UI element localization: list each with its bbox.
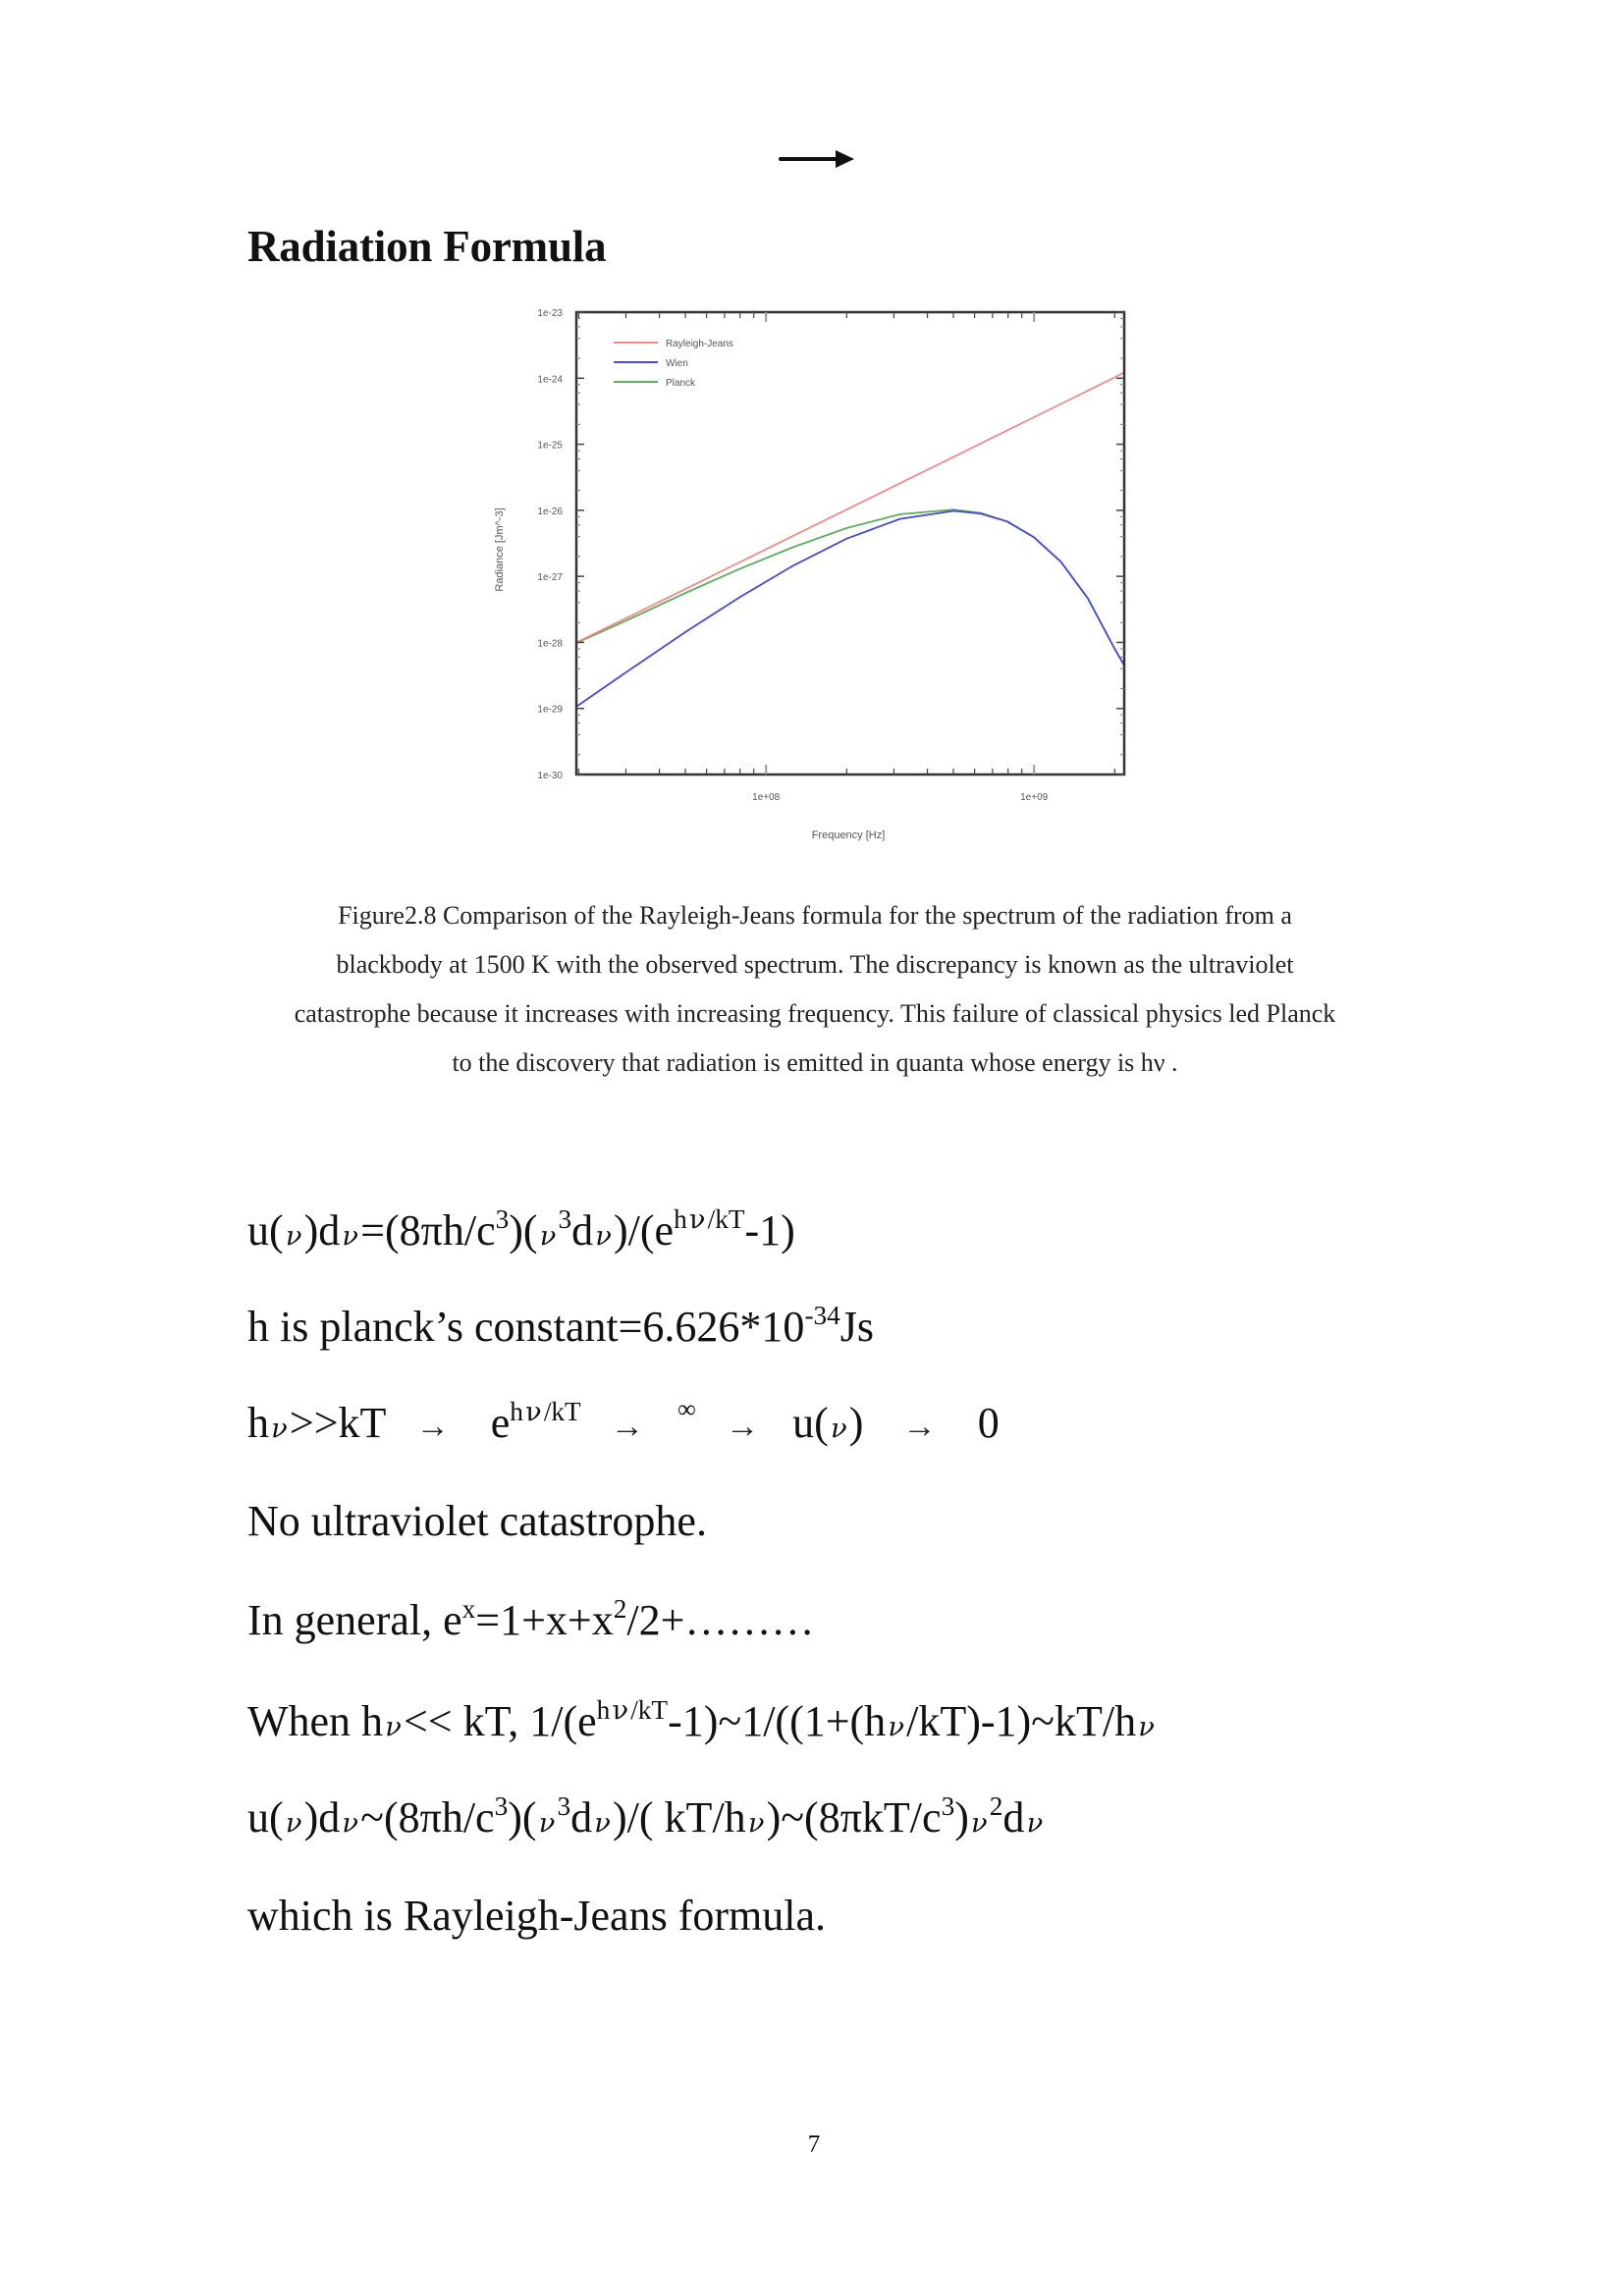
legend-item bbox=[614, 339, 733, 349]
right-arrow-icon bbox=[779, 147, 855, 171]
curve-wien bbox=[576, 511, 1124, 707]
y-axis-label: Radiance [Jm^-3] bbox=[494, 507, 506, 592]
caption-line: blackbody at 1500 K with the observed spectrum. The discrepancy is known as the ultraviolet bbox=[336, 950, 1294, 979]
chart-canvas bbox=[471, 294, 1159, 854]
text-run: No ultraviolet catastrophe. bbox=[247, 1497, 707, 1545]
text-run: ) bbox=[848, 1399, 864, 1447]
text-run: u( bbox=[792, 1399, 829, 1447]
nu-symbol: ν bbox=[385, 1712, 402, 1742]
text-run: << kT, 1/(e bbox=[403, 1697, 597, 1745]
chart-curves bbox=[576, 372, 1124, 707]
equation-exp-series bbox=[247, 1596, 814, 1645]
curve-planck bbox=[576, 509, 1124, 666]
text-run: u( bbox=[247, 1793, 284, 1842]
chart-legend bbox=[614, 339, 733, 389]
text-run: h is planck’s constant=6.626*10 bbox=[247, 1303, 805, 1351]
text-run: )~(8πkT/c bbox=[766, 1793, 942, 1842]
text-run: -1)~1/((1+(h bbox=[668, 1697, 887, 1745]
superscript: 3 bbox=[941, 1791, 955, 1822]
superscript: 2 bbox=[989, 1791, 1003, 1822]
superscript: 3 bbox=[557, 1791, 571, 1822]
text-run: d bbox=[570, 1793, 593, 1842]
nu-symbol: ν bbox=[888, 1712, 904, 1742]
right-arrow-icon: → bbox=[610, 1408, 645, 1445]
text-run: ) bbox=[954, 1793, 969, 1842]
equation-low-frequency-approx bbox=[247, 1697, 1157, 1752]
y-tick-label: 1e-27 bbox=[537, 572, 563, 584]
legend-label: Planck bbox=[666, 378, 696, 389]
nu-symbol: ν bbox=[271, 1414, 288, 1444]
legend-label: Rayleigh-Jeans bbox=[666, 339, 733, 349]
nu-symbol: ν bbox=[831, 1414, 847, 1444]
text-run: d bbox=[1002, 1793, 1025, 1842]
text-run: d bbox=[571, 1206, 594, 1255]
equation-planck-law bbox=[247, 1206, 795, 1261]
x-axis-label: Frequency [Hz] bbox=[811, 829, 886, 841]
text-run: =1+x+x bbox=[475, 1596, 614, 1644]
text-run: which is Rayleigh-Jeans formula. bbox=[247, 1892, 826, 1940]
text-run: e bbox=[490, 1399, 511, 1447]
superscript: x bbox=[461, 1594, 476, 1625]
nu-symbol: ν bbox=[612, 1695, 629, 1727]
equation-rayleigh-jeans-derivation bbox=[247, 1793, 1045, 1848]
nu-symbol: ν bbox=[1026, 1808, 1044, 1839]
y-tick-label: 1e-29 bbox=[537, 704, 563, 716]
right-arrow-icon: → bbox=[902, 1408, 937, 1445]
x-axis-tick-labels bbox=[752, 792, 1048, 803]
superscript: hν/kT bbox=[674, 1204, 745, 1236]
plot-frame bbox=[576, 312, 1124, 774]
figure-caption bbox=[236, 891, 1394, 1088]
nu-symbol: ν bbox=[539, 1221, 557, 1252]
statement-conclusion bbox=[247, 1892, 826, 1941]
right-arrow-icon: → bbox=[725, 1408, 760, 1445]
nu-symbol: ν bbox=[342, 1221, 358, 1252]
equation-high-frequency-limit bbox=[247, 1394, 1000, 1454]
x-tick-label: 1e+09 bbox=[1020, 792, 1049, 803]
legend-item bbox=[614, 378, 696, 389]
y-tick-label: 1e-25 bbox=[537, 440, 563, 452]
equation-planck-constant bbox=[247, 1303, 874, 1352]
text-run: u( bbox=[247, 1206, 284, 1255]
text-run: )/( kT/h bbox=[613, 1793, 746, 1842]
x-tick-label: 1e+08 bbox=[752, 792, 781, 803]
text-run: )d bbox=[303, 1793, 341, 1842]
section-title: Radiation Formula bbox=[247, 222, 607, 271]
text-run: When h bbox=[247, 1697, 384, 1745]
nu-symbol: ν bbox=[1138, 1712, 1155, 1742]
text-run: >>kT bbox=[289, 1399, 387, 1447]
statement-no-catastrophe bbox=[247, 1497, 707, 1546]
infinity-symbol: ∞ bbox=[677, 1394, 696, 1424]
y-tick-label: 1e-28 bbox=[537, 638, 563, 650]
nu-symbol: ν bbox=[285, 1221, 302, 1252]
radiation-chart bbox=[471, 294, 1159, 854]
axis-ticks bbox=[576, 312, 1124, 774]
y-tick-label: 1e-30 bbox=[537, 771, 563, 781]
nu-symbol: ν bbox=[285, 1808, 302, 1839]
superscript: -34 bbox=[804, 1301, 840, 1331]
text-run: Js bbox=[839, 1303, 875, 1351]
y-tick-label: 1e-26 bbox=[537, 506, 563, 517]
y-axis-tick-labels bbox=[537, 308, 563, 781]
nu-symbol: ν bbox=[594, 1808, 611, 1839]
superscript: 3 bbox=[495, 1204, 510, 1235]
text-run: )d bbox=[303, 1206, 341, 1255]
superscript: hν/kT bbox=[510, 1397, 581, 1428]
text-run: ~(8πh/c bbox=[360, 1793, 495, 1842]
nu-symbol: ν bbox=[688, 1204, 706, 1236]
text-run: )( bbox=[509, 1206, 538, 1255]
text-run: =(8πh/c bbox=[360, 1206, 496, 1255]
text-run: )/(e bbox=[614, 1206, 675, 1255]
nu-symbol: ν bbox=[525, 1397, 542, 1428]
text-run: In general, e bbox=[247, 1596, 462, 1644]
text-run: )( bbox=[508, 1793, 537, 1842]
text-run: 0 bbox=[977, 1399, 1000, 1447]
right-arrow-icon: → bbox=[415, 1408, 450, 1445]
superscript: 2 bbox=[613, 1594, 627, 1625]
legend-item bbox=[614, 358, 688, 369]
page-number: 7 bbox=[807, 2131, 821, 2158]
legend-label: Wien bbox=[666, 358, 688, 369]
caption-line: Figure2.8 Comparison of the Rayleigh-Jeans formula for the spectrum of the radiation from a bbox=[338, 901, 1292, 930]
superscript: 3 bbox=[494, 1791, 509, 1822]
nu-symbol: ν bbox=[971, 1808, 988, 1839]
caption-line: to the discovery that radiation is emitted in quanta whose energy is hν . bbox=[452, 1048, 1178, 1077]
superscript: 3 bbox=[558, 1204, 572, 1235]
y-tick-label: 1e-23 bbox=[537, 308, 563, 319]
text-run: h bbox=[247, 1399, 269, 1447]
curve-rayleigh-jeans bbox=[576, 372, 1124, 642]
nu-symbol: ν bbox=[595, 1221, 612, 1252]
nu-symbol: ν bbox=[342, 1808, 358, 1839]
text-run: -1) bbox=[744, 1206, 795, 1255]
nu-symbol: ν bbox=[747, 1808, 765, 1839]
nu-symbol: ν bbox=[538, 1808, 556, 1839]
caption-line: catastrophe because it increases with increasing frequency. This failure of classical physics led Planck bbox=[294, 999, 1336, 1028]
text-run: /2+……… bbox=[626, 1596, 815, 1644]
superscript: hν/kT bbox=[596, 1695, 669, 1727]
text-run: /kT)-1)~kT/h bbox=[906, 1697, 1137, 1745]
y-tick-label: 1e-24 bbox=[537, 374, 563, 386]
